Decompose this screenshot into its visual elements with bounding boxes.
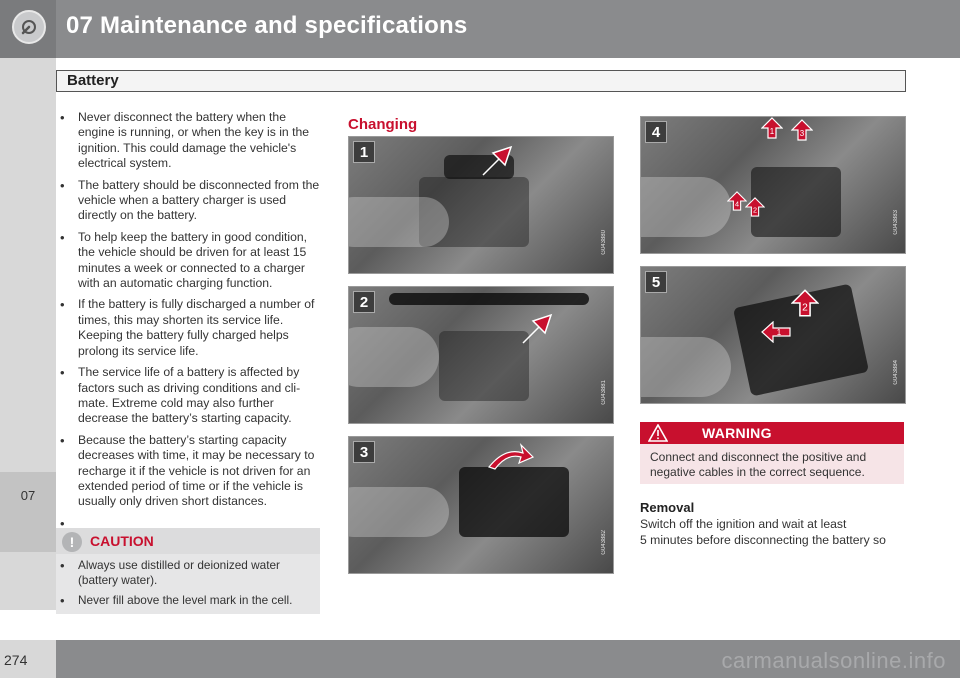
list-item: • The battery should be disconnected from the vehicle when a battery charger is used directly on the battery.: [60, 178, 322, 224]
battery-tips-list: [60, 110, 322, 537]
figure-step-4: [640, 116, 906, 254]
figure-step-1: [348, 136, 614, 274]
step-number: 1: [353, 141, 375, 163]
arrow-label: 4: [734, 199, 740, 209]
step-number: 3: [353, 441, 375, 463]
caution-list: [60, 558, 316, 613]
chapter-title: 07 Maintenance and specifications: [66, 12, 468, 39]
arrow-icon: [727, 191, 747, 211]
wrench-gear-icon: [12, 10, 46, 44]
list-item: • To help keep the battery in good condition, the vehicle should be driven for at least 15 minutes a week or connected to a charger with an automatic charging function.: [60, 230, 322, 292]
step-number: 4: [645, 121, 667, 143]
watermark: carmanualsonline.info: [721, 648, 946, 673]
list-item: • Because the battery’s starting capacity decreases with time, it may be necessary to recharge it if the vehicle is not driven for an extended period of time or if the vehicle is usually only driven short distances.: [60, 433, 322, 510]
figure-step-3: [348, 436, 614, 574]
changing-heading: Changing: [348, 116, 418, 133]
figure-code: G043882: [601, 530, 607, 555]
figure-step-2: [348, 286, 614, 424]
warning-box: [640, 422, 904, 484]
chapter-tab-marker: [0, 472, 56, 552]
warning-triangle-icon: [648, 424, 668, 442]
list-item: • Never disconnect the battery when the engine is running, or when the key is in the ignition. This could damage the vehicle's electrical system.: [60, 110, 322, 172]
chapter-tab-label: 07: [20, 488, 36, 503]
arrow-label: 2: [752, 205, 758, 215]
removal-text: [640, 516, 910, 548]
figure-step-5: [640, 266, 906, 404]
section-title-bar: [56, 70, 906, 92]
removal-text-line: 5 minutes before disconnecting the battery so: [640, 533, 886, 547]
arrow-label: 1: [776, 328, 782, 337]
removal-text-line: Switch off the ignition and wait at least: [640, 517, 847, 531]
caution-box: [56, 528, 320, 614]
caution-title: CAUTION: [90, 533, 154, 549]
curved-arrow-icon: [485, 443, 535, 471]
page-number: 274: [4, 652, 28, 668]
arrow-icon: [791, 119, 813, 141]
arrow-icon: [791, 287, 819, 319]
exclamation-icon: !: [62, 532, 82, 552]
warning-header: [640, 422, 904, 444]
step-number: 2: [353, 291, 375, 313]
step-number: 5: [645, 271, 667, 293]
removal-heading: Removal: [640, 500, 695, 515]
arrow-icon: [761, 321, 791, 343]
figure-code: G043883: [893, 210, 899, 235]
figure-code: G043884: [893, 360, 899, 385]
figure-code: G043881: [601, 380, 607, 405]
figure-code: G043880: [601, 230, 607, 255]
arrow-label: 1: [769, 127, 775, 136]
list-item: • The service life of a battery is affected by factors such as driving conditions and cli-mate. Extreme cold may also further decrease the battery’s starting capacity.: [60, 365, 322, 427]
list-item: • Never fill above the level mark in the cell.: [60, 593, 316, 608]
warning-title: WARNING: [702, 425, 772, 441]
list-item: • Always use distilled or deionized water (battery water).: [60, 558, 316, 588]
arrow-icon: [745, 197, 765, 217]
arrow-label: 2: [802, 302, 808, 314]
arrow-icon: [519, 313, 553, 347]
arrow-icon: [761, 117, 783, 139]
section-title: Battery: [67, 72, 119, 89]
arrow-icon: [479, 145, 513, 179]
warning-text: Connect and disconnect the positive and negative cables in the correct sequence.: [650, 450, 867, 479]
list-item: • If the battery is fully discharged a number of times, this may shorten its service life. Keeping the battery fully charged helps prolong its service life.: [60, 297, 322, 359]
arrow-label: 3: [799, 129, 805, 138]
